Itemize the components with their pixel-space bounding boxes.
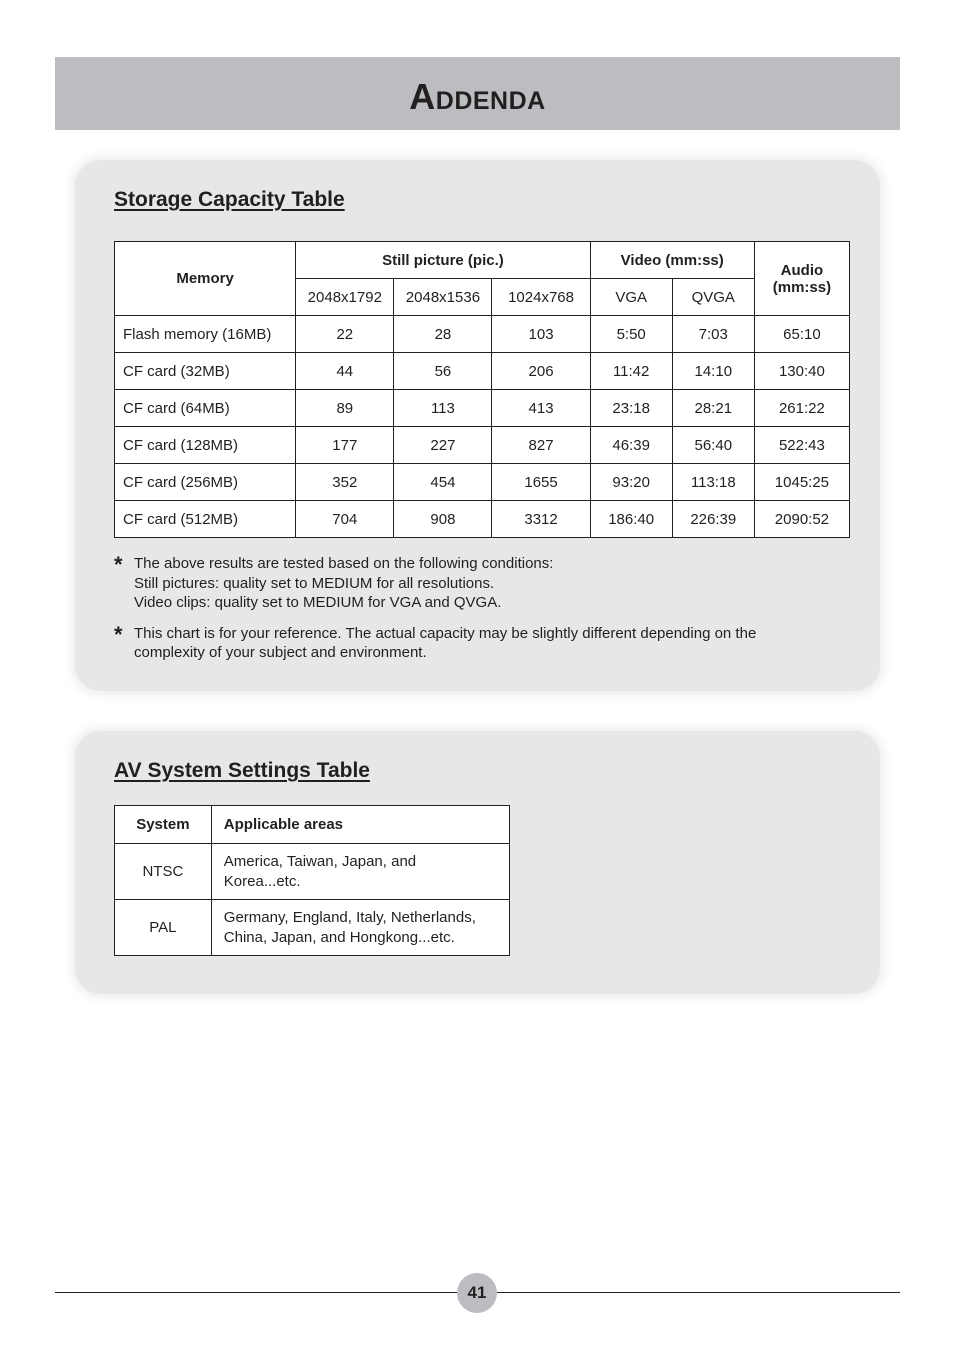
- cell-qvga: 14:10: [672, 353, 754, 390]
- asterisk-icon: *: [114, 621, 123, 647]
- cell-audio: 1045:25: [754, 464, 849, 501]
- table-row: [115, 316, 850, 353]
- asterisk-icon: *: [114, 552, 123, 577]
- areas-cell: [211, 900, 509, 956]
- av-system-table: [114, 805, 510, 956]
- cell-res2: 56: [394, 353, 492, 390]
- cell-audio: 130:40: [754, 353, 849, 390]
- table-header-row: [115, 806, 510, 844]
- cell-res3: 103: [492, 316, 590, 353]
- system-cell: PAL: [115, 900, 212, 956]
- note-line: The above results are tested based on the following conditions:: [134, 555, 554, 572]
- cell-res2: 908: [394, 501, 492, 538]
- cell-res2: 113: [394, 390, 492, 427]
- table-row: [115, 464, 850, 501]
- storage-capacity-table: [114, 241, 850, 538]
- notes: [114, 554, 854, 674]
- header-audio-line1: Audio: [780, 261, 824, 279]
- areas-line: Korea...etc.: [223, 872, 301, 890]
- note-line: Still pictures: quality set to MEDIUM for all resolutions.: [134, 574, 495, 592]
- header-res-1024x768: 1024x768: [492, 279, 590, 316]
- cell-res2: 28: [394, 316, 492, 353]
- areas-line: China, Japan, and Hongkong...etc.: [223, 928, 455, 946]
- table-header-row: [115, 242, 850, 279]
- areas-line: America, Taiwan, Japan, and: [223, 852, 417, 870]
- header-vga: VGA: [590, 279, 672, 316]
- av-system-title: AV System Settings Table: [114, 759, 370, 782]
- header-audio-line2: (mm:ss): [772, 278, 832, 296]
- header-audio: [754, 242, 849, 316]
- note-line: This chart is for your reference. The actual capacity may be slightly different depending on the: [134, 624, 757, 642]
- note-line: complexity of your subject and environment.: [134, 644, 427, 661]
- cell-res3: 827: [492, 427, 590, 464]
- header-res-2048x1536: 2048x1536: [394, 279, 492, 316]
- cell-qvga: 113:18: [672, 464, 754, 501]
- page-title: Addenda: [409, 75, 546, 117]
- cell-res1: 177: [296, 427, 394, 464]
- cell-qvga: 7:03: [672, 316, 754, 353]
- cell-res3: 3312: [492, 501, 590, 538]
- memory-cell: CF card (256MB): [115, 464, 296, 501]
- cell-res3: 206: [492, 353, 590, 390]
- cell-audio: 522:43: [754, 427, 849, 464]
- cell-vga: 93:20: [590, 464, 672, 501]
- cell-res1: 22: [296, 316, 394, 353]
- system-cell: NTSC: [115, 844, 212, 900]
- cell-res3: 1655: [492, 464, 590, 501]
- areas-cell: [211, 844, 509, 900]
- memory-cell: CF card (512MB): [115, 501, 296, 538]
- cell-vga: 5:50: [590, 316, 672, 353]
- cell-audio: 2090:52: [754, 501, 849, 538]
- header-bar: [55, 57, 900, 130]
- header-applicable-areas: Applicable areas: [211, 806, 509, 844]
- cell-res1: 704: [296, 501, 394, 538]
- note-text: [134, 554, 553, 613]
- table-row: [115, 501, 850, 538]
- note-item: [114, 621, 854, 663]
- note-item: [114, 554, 854, 613]
- header-memory: Memory: [115, 242, 296, 316]
- header-system: System: [115, 806, 212, 844]
- cell-res2: 454: [394, 464, 492, 501]
- table-row: [115, 390, 850, 427]
- cell-audio: 261:22: [754, 390, 849, 427]
- cell-vga: 186:40: [590, 501, 672, 538]
- cell-audio: 65:10: [754, 316, 849, 353]
- memory-cell: Flash memory (16MB): [115, 316, 296, 353]
- av-system-panel: [75, 731, 880, 994]
- storage-capacity-title: Storage Capacity Table: [114, 188, 345, 211]
- cell-vga: 23:18: [590, 390, 672, 427]
- cell-res3: 413: [492, 390, 590, 427]
- table-row: [115, 353, 850, 390]
- storage-capacity-panel: [75, 160, 880, 691]
- header-still-picture: Still picture (pic.): [296, 242, 590, 279]
- areas-line: Germany, England, Italy, Netherlands,: [223, 908, 476, 926]
- table-row: [115, 427, 850, 464]
- memory-cell: CF card (32MB): [115, 353, 296, 390]
- cell-vga: 46:39: [590, 427, 672, 464]
- page-number: 41: [457, 1273, 497, 1313]
- header-qvga: QVGA: [672, 279, 754, 316]
- header-res-2048x1792: 2048x1792: [296, 279, 394, 316]
- table-row: [115, 844, 510, 900]
- note-text: [134, 624, 756, 663]
- memory-cell: CF card (128MB): [115, 427, 296, 464]
- memory-cell: CF card (64MB): [115, 390, 296, 427]
- cell-qvga: 226:39: [672, 501, 754, 538]
- table-row: [115, 900, 510, 956]
- cell-qvga: 28:21: [672, 390, 754, 427]
- cell-qvga: 56:40: [672, 427, 754, 464]
- header-video: Video (mm:ss): [590, 242, 754, 279]
- cell-res1: 44: [296, 353, 394, 390]
- cell-res1: 89: [296, 390, 394, 427]
- cell-res2: 227: [394, 427, 492, 464]
- note-line: Video clips: quality set to MEDIUM for VGA and QVGA.: [134, 594, 502, 611]
- cell-vga: 11:42: [590, 353, 672, 390]
- cell-res1: 352: [296, 464, 394, 501]
